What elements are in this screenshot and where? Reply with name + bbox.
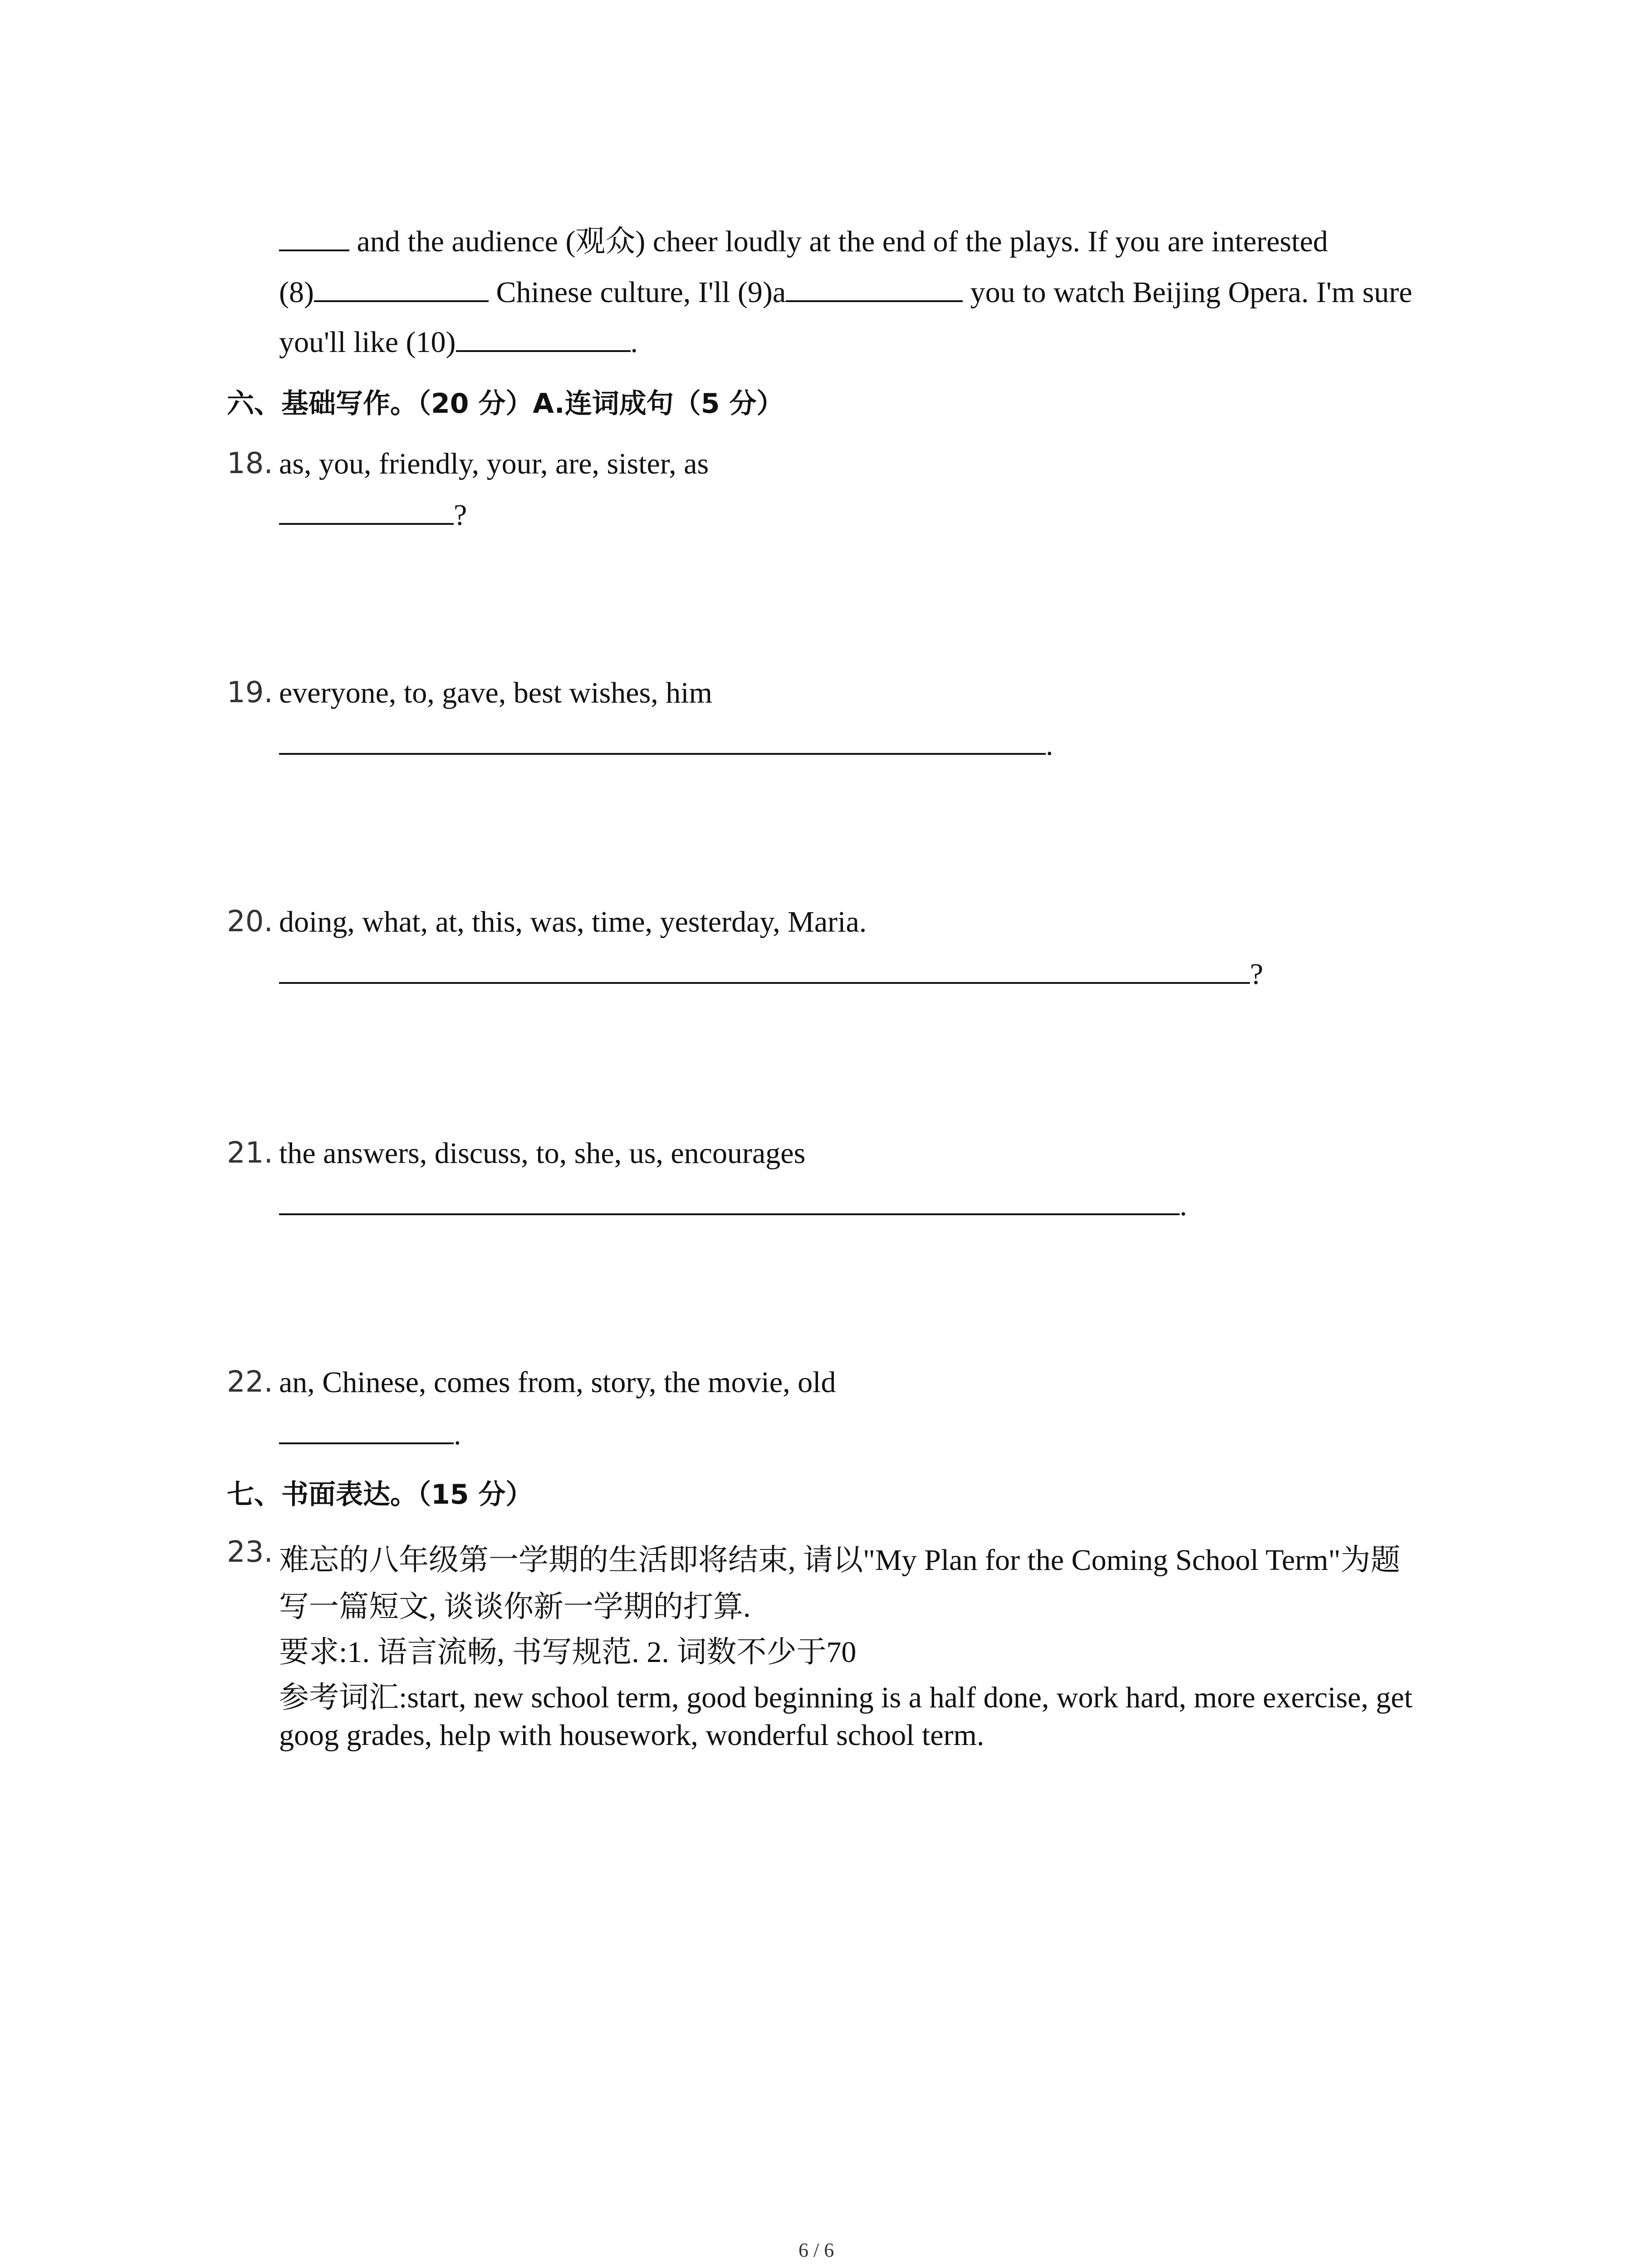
writing-vocabulary-line-2: goog grades, help with housework, wonderful school term.: [279, 1719, 985, 1752]
question-prompt: doing, what, at, this, was, time, yesterday, Maria.: [279, 905, 867, 938]
question-prompt: an, Chinese, comes from, story, the movie, old: [279, 1366, 836, 1399]
answer-line: .: [279, 1418, 461, 1452]
answer-blank-21[interactable]: [279, 1209, 1180, 1215]
answer-line: ?: [279, 957, 1263, 992]
passage-line-3: you'll like (10) .: [279, 326, 638, 359]
page-number: 6 / 6: [798, 2239, 834, 2261]
writing-vocabulary-line-1: 参考词汇:start, new school term, good beginning is a half done, work hard, more exercise, get: [279, 1681, 1413, 1714]
answer-blank-7[interactable]: [279, 245, 349, 251]
section-6-heading: 六、基础写作。（20 分）A.连词成句（5 分）: [227, 388, 784, 420]
answer-line: .: [279, 728, 1053, 763]
question-prompt: the answers, discuss, to, she, us, encourages: [279, 1137, 806, 1170]
question-number: 20.: [227, 905, 273, 938]
answer-line: .: [279, 1188, 1187, 1223]
section-7-heading: 七、书面表达。（15 分）: [227, 1479, 533, 1510]
answer-blank-20[interactable]: [279, 978, 1250, 984]
question-number: 19.: [227, 676, 273, 709]
question-prompt: everyone, to, gave, best wishes, him: [279, 676, 712, 709]
question-number: 22.: [227, 1365, 273, 1399]
passage-line-1: and the audience (观众) cheer loudly at the end of the plays. If you are interested: [279, 227, 1328, 257]
answer-blank-22[interactable]: [279, 1438, 454, 1444]
passage-line-2: (8) Chinese culture, I'll (9)a you to watch Beijing Opera. I'm sure: [279, 276, 1412, 309]
question-number: 21.: [227, 1136, 273, 1170]
writing-prompt-line-2: 写一篇短文, 谈谈你新一学期的打算.: [279, 1590, 751, 1623]
answer-blank-19[interactable]: [279, 748, 1046, 755]
answer-blank-10[interactable]: [456, 346, 631, 352]
writing-prompt-line-1: 难忘的八年级第一学期的生活即将结束, 请以"My Plan for the Coming School Term"为题: [279, 1544, 1401, 1577]
answer-line: ?: [279, 498, 467, 533]
writing-requirements: 要求:1. 语言流畅, 书写规范. 2. 词数不少于70: [279, 1636, 857, 1669]
answer-blank-18[interactable]: [279, 518, 454, 525]
answer-blank-9[interactable]: [786, 296, 963, 302]
answer-blank-8[interactable]: [314, 296, 489, 302]
question-prompt: as, you, friendly, your, are, sister, as: [279, 447, 709, 480]
question-number: 18.: [227, 447, 273, 480]
question-number: 23.: [227, 1535, 273, 1569]
